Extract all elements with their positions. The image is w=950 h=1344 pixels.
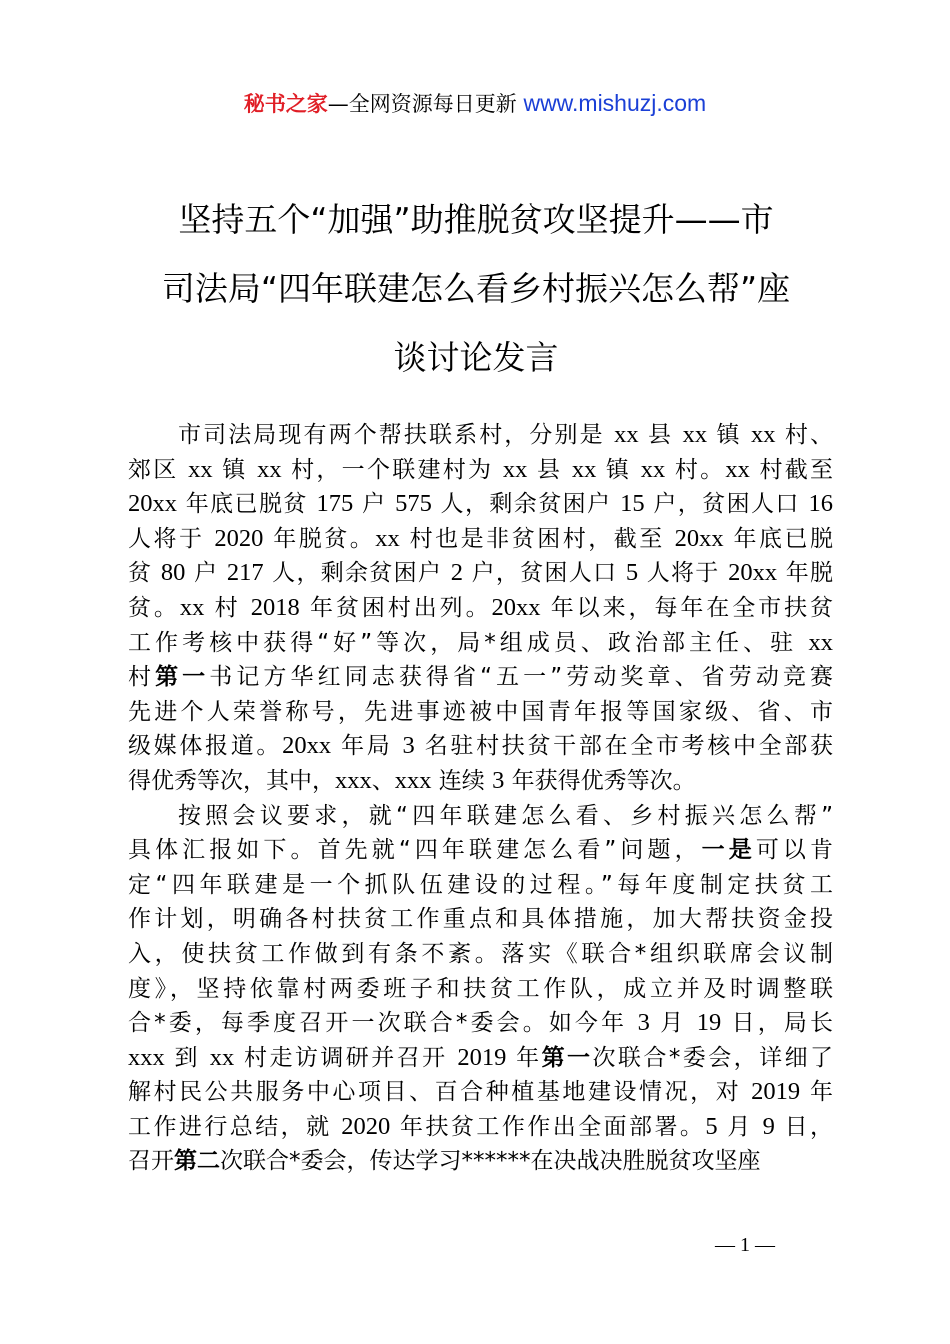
- text-line: [128, 1075, 833, 1110]
- text-segment: 次联合*委会，传达学习******在决战决胜脱贫攻坚座: [220, 1148, 761, 1175]
- text-segment: 20xx 年底已脱贫 175 户 575 人，剩余贫困户 15 户，贫困人口 16: [128, 490, 834, 518]
- text-line: [128, 902, 833, 937]
- text-line: [128, 695, 833, 730]
- text-line: [128, 937, 833, 972]
- document-title: [120, 185, 832, 392]
- text-segment: 入，使扶贫工作做到有条不紊。落实《联合*组织联席会议制: [128, 940, 833, 967]
- page-number: — 1 —: [715, 1234, 775, 1256]
- text-line: [128, 418, 833, 453]
- title-line: 坚持五个“加强”助推脱贫攻坚提升——市: [178, 200, 774, 239]
- paragraph: [128, 799, 833, 1180]
- site-slogan: —全网资源每日更新: [327, 92, 524, 116]
- text-segment: 贫 80 户 217 人，剩余贫困户 2 户，贫困人口 5 人将于 20xx 年脱: [128, 559, 834, 587]
- title-line: 谈讨论发言: [393, 338, 559, 377]
- text-line: [128, 626, 833, 661]
- text-line: [128, 1006, 833, 1041]
- text-segment: 度》，坚持依靠村两委班子和扶贫工作队，成立并及时调整联: [128, 975, 833, 1002]
- title-line: 司法局“四年联建怎么看乡村振兴怎么帮”座: [161, 269, 791, 308]
- text-line: [128, 799, 833, 834]
- site-brand: 秘书之家: [243, 92, 328, 116]
- text-segment: 级媒体报道。20xx 年局 3 名驻村扶贫干部在全市考核中全部获: [128, 732, 834, 760]
- text-line: [128, 972, 833, 1007]
- text-line: [128, 1110, 833, 1145]
- text-segment: 市司法局现有两个帮扶联系村，分别是 xx 县 xx 镇 xx 村、: [178, 421, 834, 448]
- text-line: [128, 660, 833, 695]
- site-header: [0, 88, 950, 118]
- text-line: [128, 1041, 833, 1076]
- paragraph: [128, 418, 833, 799]
- text-segment: 按照会议要求，就“四年联建怎么看、乡村振兴怎么帮”: [178, 802, 833, 829]
- text-segment: 次联合*委会，详细了: [592, 1044, 834, 1071]
- bold-text: 第一: [541, 1044, 593, 1071]
- text-segment: 具体汇报如下。首先就“四年联建怎么看”问题，: [128, 837, 702, 864]
- text-line: [128, 556, 833, 591]
- text-segment: xxx 到 xx 村走访调研并召开 2019 年: [128, 1043, 542, 1071]
- bold-text: 第二: [174, 1148, 220, 1175]
- text-segment: 解村民公共服务中心项目、百合种植基地建设情况，对 2019 年: [128, 1078, 834, 1106]
- document-body: [128, 418, 833, 1179]
- text-line: [128, 453, 833, 488]
- text-segment: 村: [128, 664, 156, 691]
- text-segment: 合*委，每季度召开一次联合*委会。如今年 3 月 19 日，局长: [128, 1009, 834, 1037]
- text-segment: 先进个人荣誉称号，先进事迹被中国青年报等国家级、省、市: [128, 698, 833, 725]
- text-line: [128, 1144, 833, 1179]
- text-line: [128, 729, 833, 764]
- site-url-link[interactable]: www.mishuzj.com: [523, 90, 707, 116]
- text-segment: 作计划，明确各村扶贫工作重点和具体措施，加大帮扶资金投: [128, 906, 833, 933]
- text-segment: 工作考核中获得“好”等次，局*组成员、政治部主任、驻 xx: [128, 628, 833, 656]
- text-line: [128, 764, 833, 799]
- text-segment: 人将于 2020 年脱贫。xx 村也是非贫困村，截至 20xx 年底已脱: [128, 524, 834, 552]
- text-line: [128, 833, 833, 868]
- text-line: [128, 522, 833, 557]
- text-segment: 得优秀等次，其中，xxx、xxx 连续 3 年获得优秀等次。: [128, 766, 696, 794]
- text-segment: 定“四年联建是一个抓队伍建设的过程。”每年度制定扶贫工: [128, 871, 833, 898]
- text-segment: 召开: [128, 1148, 174, 1175]
- text-segment: 贫。xx 村 2018 年贫困村出列。20xx 年以来，每年在全市扶贫: [128, 593, 834, 621]
- text-line: [128, 487, 833, 522]
- bold-text: 一是: [701, 837, 756, 864]
- text-segment: 工作进行总结，就 2020 年扶贫工作作出全面部署。5 月 9 日，: [128, 1112, 834, 1140]
- text-segment: 书记方华红同志获得省“五一”劳动奖章、省劳动竞赛: [209, 664, 834, 691]
- text-line: [128, 591, 833, 626]
- bold-text: 第一: [155, 664, 210, 691]
- text-segment: 可以肯: [755, 837, 833, 864]
- text-segment: 郊区 xx 镇 xx 村，一个联建村为 xx 县 xx 镇 xx 村。xx 村截至: [128, 455, 834, 483]
- text-line: [128, 868, 833, 903]
